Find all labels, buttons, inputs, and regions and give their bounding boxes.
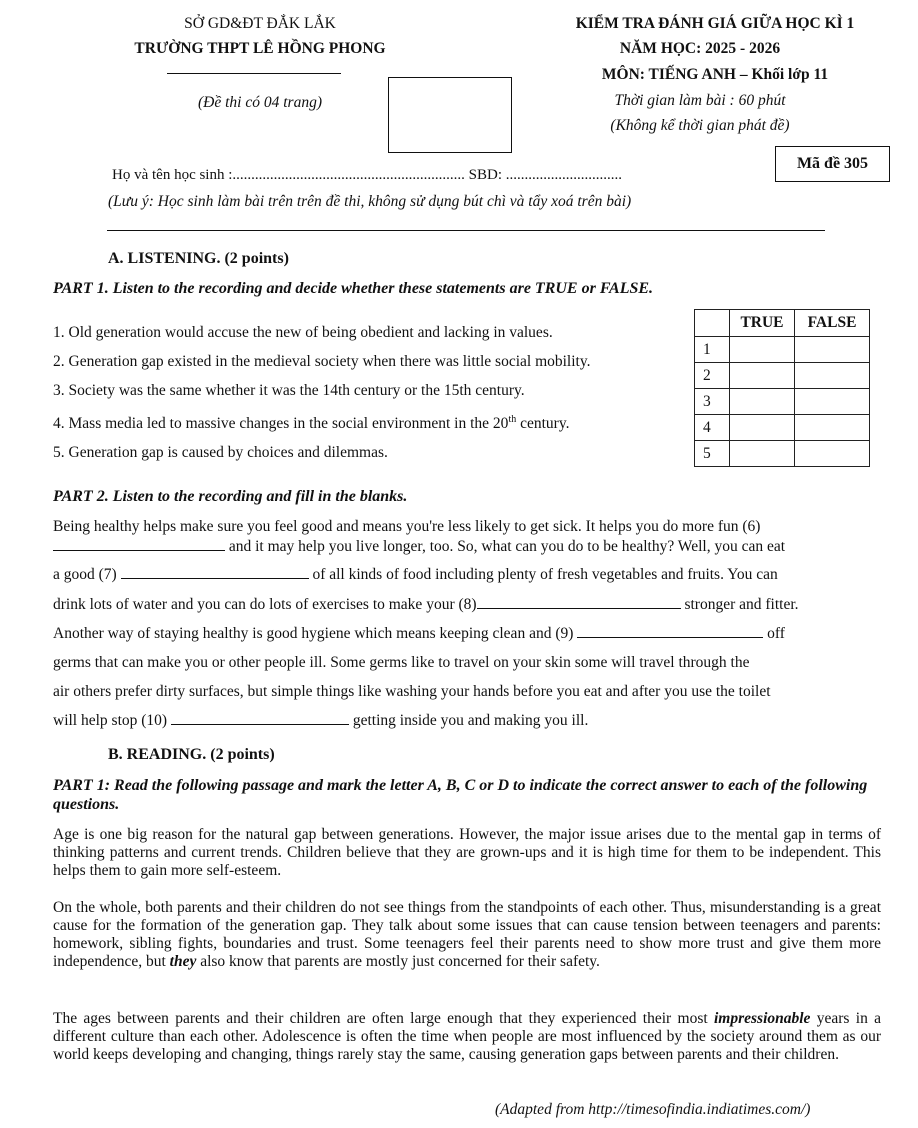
- statements-list: [53, 318, 590, 467]
- school-department: SỞ GD&ĐT ĐẮK LẮK: [184, 15, 336, 32]
- exam-code-box: Mã đề 305: [775, 146, 890, 182]
- reading-paragraph-2: On the whole, both parents and their children do not see things from the standpoints of each other. Thus, misunderstanding is a great cause for the formation of the generation gap. They talk about some issues that can cause tension between teenagers and parents: homework, sibling fights, boundaries and trust. Some teenagers feel their parents need to show more trust and give them more independence, but they also know that parents are mostly just concerned for their safety.: [53, 899, 881, 970]
- instruction-note: (Lưu ý: Học sinh làm bài trên trên đề thi, không sử dụng bút chì và tẩy xoá trên bài): [108, 193, 632, 210]
- table-header-row: [695, 310, 870, 337]
- emphasis-impressionable: impressionable: [713, 1010, 811, 1027]
- reading-paragraph-3: The ages between parents and their children are often large enough that they experienced their most impressionable years in a different culture than each other. Adolescence is often the time when people are most influenced by the society around them as our world keeps developing and changing, things rarely stay the same, causing generation gaps between parents and their children.: [53, 1010, 882, 1063]
- blank-7[interactable]: [121, 564, 309, 579]
- fill-blank-passage: [53, 517, 883, 735]
- false-cell[interactable]: [795, 389, 870, 415]
- blank-10[interactable]: [171, 710, 349, 725]
- blank-6[interactable]: [53, 536, 225, 551]
- passage-line-2: and it may help you live longer, too. So, what can you do to be healthy? Well, you can eat: [53, 536, 883, 556]
- emphasis-they: they: [169, 953, 197, 970]
- row-number: 2: [695, 363, 730, 389]
- page-count-note: (Đề thi có 04 trang): [198, 94, 322, 111]
- student-info-line[interactable]: Họ và tên học sinh :.............................................................. SBD: ...............................: [112, 167, 622, 183]
- source-citation: (Adapted from http://timesofindia.indiatimes.com/): [495, 1101, 811, 1118]
- header-divider-left: [167, 73, 341, 74]
- subject: MÔN: TIẾNG ANH – Khối lớp 11: [601, 66, 829, 83]
- header-divider: [107, 230, 825, 231]
- true-cell[interactable]: [730, 415, 795, 441]
- true-cell[interactable]: [730, 363, 795, 389]
- statement-4: 4. Mass media led to massive changes in the social environment in the 20th century.: [53, 414, 570, 433]
- passage-line-8: will help stop (10) getting inside you and making you ill.: [53, 712, 589, 729]
- blank-9[interactable]: [577, 623, 763, 638]
- table-header-false: FALSE: [795, 310, 870, 337]
- row-number: 1: [695, 337, 730, 363]
- table-header-cell: [695, 310, 730, 337]
- passage-line-4: drink lots of water and you can do lots of exercises to make your (8) stronger and fitter.: [53, 596, 799, 613]
- listening-part2-title: PART 2. Listen to the recording and fill in the blanks.: [53, 488, 408, 505]
- passage-line-5: Another way of staying healthy is good hygiene which means keeping clean and (9) off: [53, 625, 785, 642]
- statement-3: 3. Society was the same whether it was the 14th century or the 15th century.: [53, 382, 525, 399]
- score-box: [388, 77, 512, 153]
- blank-8[interactable]: [477, 594, 681, 609]
- time-allowed: Thời gian làm bài : 60 phút: [614, 92, 786, 109]
- table-row: [695, 363, 870, 389]
- time-note: (Không kể thời gian phát đề): [610, 117, 790, 134]
- table-header-true: TRUE: [730, 310, 795, 337]
- statement-4-sup: th: [508, 414, 517, 425]
- statement-2: 2. Generation gap existed in the medieval society when there was little social mobility.: [53, 353, 591, 370]
- listening-part1-title: PART 1. Listen to the recording and decide whether these statements are TRUE or FALSE.: [53, 280, 654, 297]
- reading-heading: B. READING. (2 points): [108, 746, 275, 763]
- passage-line-7: air others prefer dirty surfaces, but simple things like washing your hands before you eat and after you use the toilet: [53, 683, 771, 700]
- passage-line-6: germs that can make you or other people ill. Some germs like to travel on your skin some will travel through the: [53, 654, 750, 671]
- true-cell[interactable]: [730, 337, 795, 363]
- false-cell[interactable]: [795, 363, 870, 389]
- true-false-table: [694, 309, 870, 467]
- reading-part1-title: PART 1: Read the following passage and mark the letter A, B, C or D to indicate the correct answer to each of the following questions.: [53, 777, 868, 813]
- school-name: TRƯỜNG THPT LÊ HỒNG PHONG: [134, 40, 386, 57]
- false-cell[interactable]: [795, 337, 870, 363]
- school-year: NĂM HỌC: 2025 - 2026: [619, 40, 781, 57]
- row-number: 3: [695, 389, 730, 415]
- table-row: [695, 441, 870, 467]
- exam-title: KIỂM TRA ĐÁNH GIÁ GIỮA HỌC KÌ 1: [575, 15, 855, 32]
- table-row: [695, 415, 870, 441]
- statement-5: 5. Generation gap is caused by choices and dilemmas.: [53, 444, 388, 462]
- row-number: 5: [695, 441, 730, 467]
- false-cell[interactable]: [795, 415, 870, 441]
- true-cell[interactable]: [730, 441, 795, 467]
- row-number: 4: [695, 415, 730, 441]
- table-row: [695, 389, 870, 415]
- statement-1: 1. Old generation would accuse the new of being obedient and lacking in values.: [53, 324, 553, 341]
- passage-line-1: Being healthy helps make sure you feel good and means you're less likely to get sick. It helps you do more fun (6): [53, 518, 761, 535]
- passage-line-3: a good (7) of all kinds of food including plenty of fresh vegetables and fruits. You can: [53, 566, 778, 583]
- table-row: [695, 337, 870, 363]
- listening-heading: A. LISTENING. (2 points): [108, 250, 289, 267]
- reading-paragraph-1: Age is one big reason for the natural gap between generations. However, the major issue arises due to the mental gap in terms of thinking patterns and current trends. Children believe that they are grown-ups and it is high time for them to be independent. This helps them to gain more self-esteem.: [53, 826, 881, 879]
- true-cell[interactable]: [730, 389, 795, 415]
- false-cell[interactable]: [795, 441, 870, 467]
